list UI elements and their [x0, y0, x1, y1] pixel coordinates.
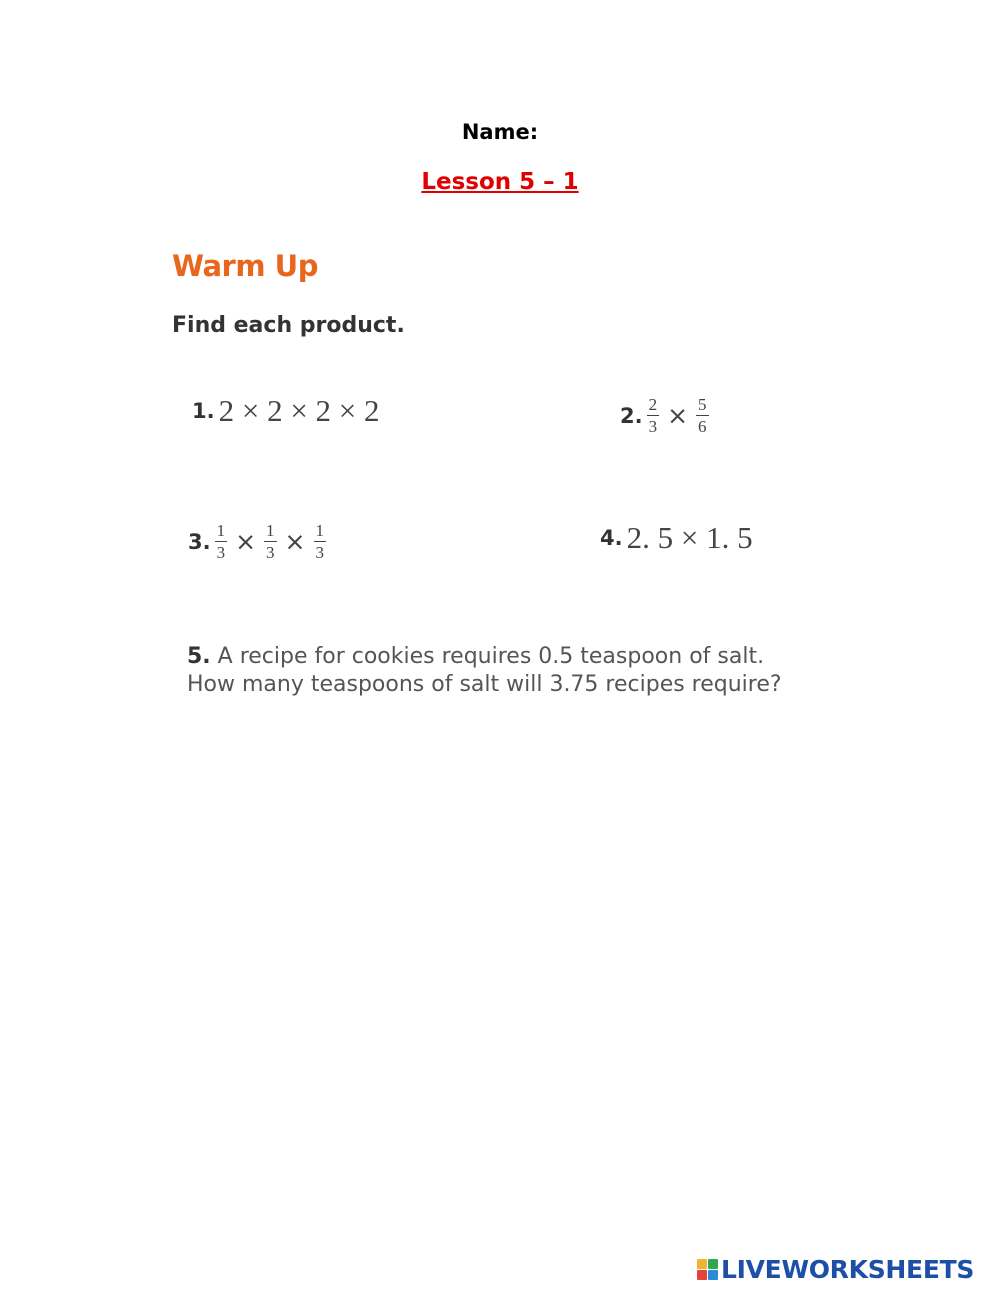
- instruction-text: Find each product.: [172, 313, 405, 338]
- denominator: 3: [648, 417, 658, 436]
- problem-1: [192, 393, 380, 429]
- logo-text: LIVEWORKSHEETS: [721, 1255, 975, 1284]
- lesson-title: Lesson 5 – 1: [421, 169, 579, 195]
- fraction: [647, 396, 660, 435]
- logo-block: [697, 1259, 707, 1269]
- logo-block: [697, 1270, 707, 1280]
- logo-block: [708, 1270, 718, 1280]
- numerator: 5: [698, 395, 707, 414]
- fraction: [696, 396, 709, 435]
- fraction: [215, 522, 228, 561]
- problem-text: A recipe for cookies requires 0.5 teaspoon of salt.: [217, 644, 765, 669]
- times-sign: ×: [284, 527, 306, 556]
- fraction: [314, 522, 327, 561]
- problem-number: 1.: [192, 399, 215, 423]
- denominator: 3: [315, 543, 324, 562]
- problem-4: [600, 520, 753, 556]
- denominator: 3: [216, 543, 226, 562]
- problem-number: 4.: [600, 526, 623, 550]
- problem-number: 5.: [187, 644, 211, 669]
- problem-2: [620, 396, 709, 435]
- denominator: 3: [266, 543, 275, 562]
- numerator: 1: [315, 521, 324, 540]
- problem-number: 2.: [620, 403, 643, 428]
- liveworksheets-logo: [697, 1255, 974, 1284]
- fraction: [264, 522, 277, 561]
- problem-5-line-1: [187, 643, 782, 671]
- name-label: Name:: [461, 120, 539, 144]
- logo-blocks-icon: [697, 1259, 718, 1280]
- numerator: 2: [648, 395, 658, 414]
- times-sign: ×: [667, 401, 689, 430]
- problem-3: [188, 522, 326, 561]
- denominator: 6: [698, 417, 707, 436]
- times-sign: ×: [235, 527, 257, 556]
- problem-number: 3.: [188, 529, 211, 554]
- logo-block: [708, 1259, 718, 1269]
- section-title: Warm Up: [172, 249, 318, 283]
- problem-expression: 2 × 2 × 2 × 2: [218, 393, 380, 428]
- problem-expression: 2. 5 × 1. 5: [626, 520, 753, 555]
- problem-5: [187, 643, 782, 699]
- problem-5-line-2: How many teaspoons of salt will 3.75 recipes require?: [187, 672, 782, 697]
- numerator: 1: [266, 521, 275, 540]
- numerator: 1: [216, 521, 226, 540]
